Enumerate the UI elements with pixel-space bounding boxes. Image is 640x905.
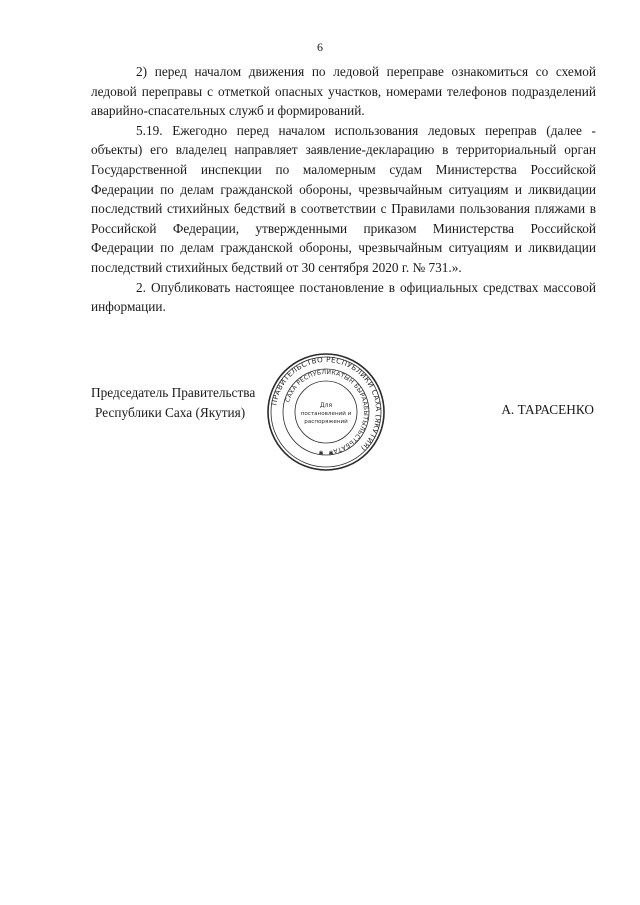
seal-center-line2: постановлений и bbox=[300, 411, 352, 417]
seal-center-line1: Для bbox=[319, 402, 333, 409]
paragraph-5-19: 5.19. Ежегодно перед началом использования ледовых переправ (далее - объекты) его владелец направляет заявление-декларацию в территориальный орган Государственной инспекции по маломерным судам Министерства Российской Федерации по делам гражданской обороны, чрезвычайным ситуациям и ликвидации последствий стихийных бедствий в соответствии с Правилами пользования пляжами в Российской Федерации, утвержденными приказом Министерства Российской Федерации по делам гражданской обороны, чрезвычайным ситуациям и ликвидации последствий стихийных бедствий от 30 сентября 2020 г. № 731.». bbox=[91, 122, 596, 275]
seal-star-icon: ✱ bbox=[328, 451, 334, 457]
signature-position-line1: Председатель Правительства bbox=[91, 385, 256, 400]
paragraph-item-2: 2) перед началом движения по ледовой переправе ознакомиться со схемой ледовой переправы с отметкой опасных участков, номерами телефонов подразделений аварийно-спасательных служб и формирований. bbox=[91, 64, 596, 119]
seal-outer-text: ПРАВИТЕЛЬСТВО РЕСПУБЛИКИ САХА (ЯКУТИЯ) bbox=[269, 354, 384, 454]
seal-center-line3: распоряжений bbox=[304, 419, 348, 425]
page-number: 6 bbox=[317, 40, 323, 54]
signatory-name: А. ТАРАСЕНКО bbox=[501, 402, 594, 417]
seal-inner-text: САХА РЕСПУБЛИКАТЫН БЫРААБЫТЫЛЬСТЬБАТА bbox=[284, 368, 370, 455]
document-body bbox=[91, 62, 596, 317]
signature-position-line2: Республики Саха (Якутия) bbox=[95, 404, 246, 420]
official-seal bbox=[266, 352, 386, 472]
seal-star-icon: ✱ bbox=[318, 451, 324, 457]
signature-position bbox=[91, 383, 255, 422]
paragraph-publish: 2. Опубликовать настоящее постановление в официальных средствах массовой информации. bbox=[91, 279, 596, 315]
